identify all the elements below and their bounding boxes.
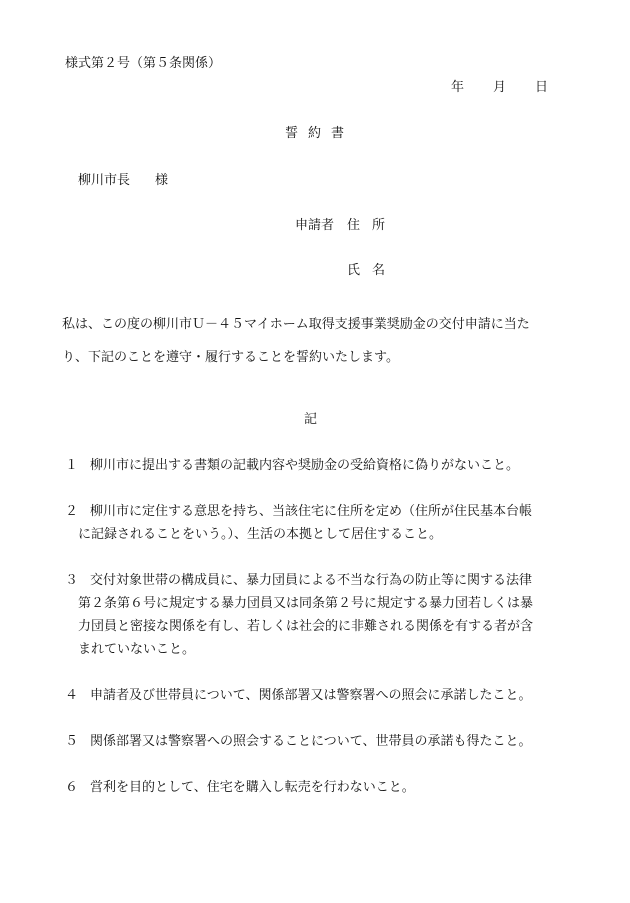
document-title: 誓約書 (285, 126, 355, 141)
date-month-label: 月 (493, 80, 507, 95)
addressee-honorific: 様 (155, 173, 169, 188)
addressee (78, 174, 168, 187)
item-number: ５ (65, 734, 79, 749)
list-item-5 (65, 735, 531, 748)
item-text-continuation: まれていないこと。 (78, 642, 196, 657)
item-text-continuation: に記録されることをいう。）、生活の本拠として居住すること。 (78, 527, 443, 542)
item-number: ４ (65, 688, 79, 703)
applicant-name-label: 氏名 (347, 263, 398, 278)
item-number: ３ (65, 573, 79, 588)
item-number: ６ (65, 780, 79, 795)
applicant-label: 申請者 (295, 218, 335, 233)
item-text: 申請者及び世帯員について、関係部署又は警察署への照会に承諾したこと。 (90, 688, 532, 703)
item-number: ２ (65, 504, 79, 519)
address-label: 住所 (347, 218, 398, 233)
item-text: 柳川市に提出する書類の記載内容や奨励金の受給資格に偽りがないこと。 (90, 458, 520, 473)
item-text: 営利を目的として、住宅を購入し転売を行わないこと。 (90, 780, 415, 795)
date-line (451, 81, 548, 94)
item-text-continuation: 第２条第６号に規定する暴力団員又は同条第２号に規定する暴力団若しくは暴 (78, 596, 534, 611)
list-item-1 (65, 459, 519, 472)
item-text: 関係部署又は警察署への照会することについて、世帯員の承諾も得たこと。 (90, 734, 532, 749)
date-day-label: 日 (535, 80, 549, 95)
applicant-address-row (295, 219, 397, 232)
pledge-text-line-1: 私は、この度の柳川市Ｕ－４５マイホーム取得支援事業奨励金の交付申請に当た (62, 317, 530, 332)
item-text: 交付対象世帯の構成員に、暴力団員による不当な行為の防止等に関する法律 (90, 573, 533, 588)
addressee-name: 柳川市長 (78, 173, 131, 188)
date-year-label: 年 (451, 80, 465, 95)
pledge-text-line-2: り、下記のことを遵守・履行することを誓約いたします。 (62, 350, 399, 365)
list-item-3 (65, 574, 532, 587)
form-number: 様式第２号（第５条関係） (65, 56, 222, 71)
list-item-4 (65, 689, 531, 702)
ki-heading: 記 (304, 412, 318, 427)
item-text-continuation: 力団員と密接な関係を有し、若しくは社会的に非難される関係を有する者が含 (78, 619, 534, 634)
item-number: １ (65, 458, 79, 473)
list-item-6 (65, 781, 415, 794)
list-item-2 (65, 505, 532, 518)
item-text: 柳川市に定住する意思を持ち、当該住宅に住所を定め（住所が住民基本台帳 (90, 504, 533, 519)
